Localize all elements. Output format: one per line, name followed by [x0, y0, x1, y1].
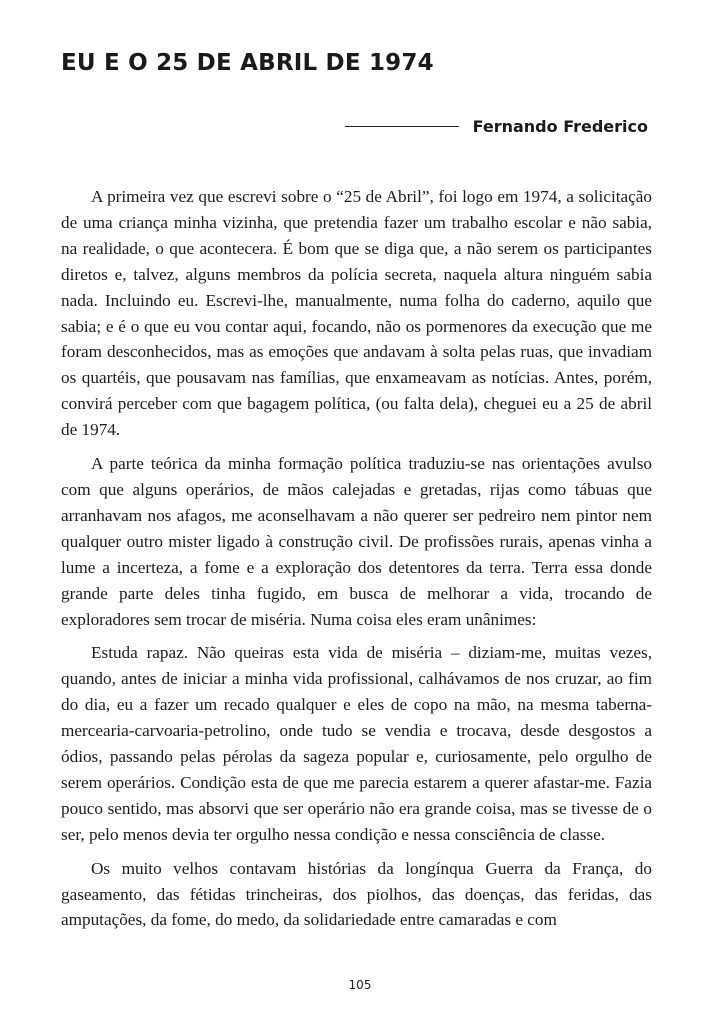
paragraph-3: Estuda rapaz. Não queiras esta vida de miséria – diziam-me, muitas vezes, quando, antes de iniciar a minha vida profissional, calhávamos de nos cruzar, ao fim do dia, eu a fazer um recado qualquer e eles de copo na mão, na mesma taberna-mercearia-carvoaria-petrolino, onde tudo se vendia e trocava, desde desgostos a ódios, passando pelas pérolas da sageza popular e, curiosamente, pelo orgulho de serem operários. Condição esta de que me parecia estarem a querer afastar-me. Fazia pouco sentido, mas absorvi que ser operário não era grande coisa, mas se tivesse de o ser, pelo menos devia ter orgulho nessa condição e nessa consciência de classe.: [61, 643, 652, 844]
chapter-title: EU E O 25 DE ABRIL DE 1974: [61, 50, 434, 76]
paragraph-1: A primeira vez que escrevi sobre o “25 de Abril”, foi logo em 1974, a solicitação de uma criança minha vizinha, que pretendia fazer um trabalho escolar e não sabia, na realidade, o que acontecera. É bom que se diga que, a não serem os participantes diretos e, talvez, alguns membros da polícia secreta, naquela altura ninguém sabia nada. Incluindo eu. Escrevi-lhe, manualmente, numa folha do caderno, aquilo que sabia; e é o que eu vou contar aqui, focando, não os pormenores da execução que me foram desconhecidos, mas as emoções que andavam à solta pelas ruas, que invadiam os quartéis, que pousavam nas famílias, que enxameavam as notícias. Antes, porém, convirá perceber com que bagagem política, (ou falta dela), cheguei eu a 25 de abril de 1974.: [61, 187, 652, 440]
author-name: Fernando Frederico: [472, 117, 648, 136]
author-rule-divider: [345, 126, 459, 127]
author-byline: [345, 117, 648, 136]
paragraph-4: Os muito velhos contavam histórias da longínqua Guerra da França, do gaseamento, das fétidas trincheiras, dos piolhos, das doenças, das feridas, das amputações, da fome, do medo, da solidariedade entre camaradas e com: [61, 858, 652, 930]
page-number: 105: [348, 978, 372, 992]
paragraph-2: A parte teórica da minha formação política traduziu-se nas orientações avulso com que alguns operários, de mãos calejadas e gretadas, rijas como tábuas que arranhavam nos afagos, me aconselhavam a não querer ser pedreiro nem pintor nem qualquer outro mister ligado à construção civil. De profissões rurais, apenas vinha a lume a incerteza, a fome e a exploração dos detentores da terra. Terra essa donde grande parte deles tinha fugido, em busca de melhorar a vida, trocando de exploradores sem trocar de miséria. Numa coisa eles eram unânimes:: [61, 454, 652, 629]
body-text: [61, 184, 652, 941]
